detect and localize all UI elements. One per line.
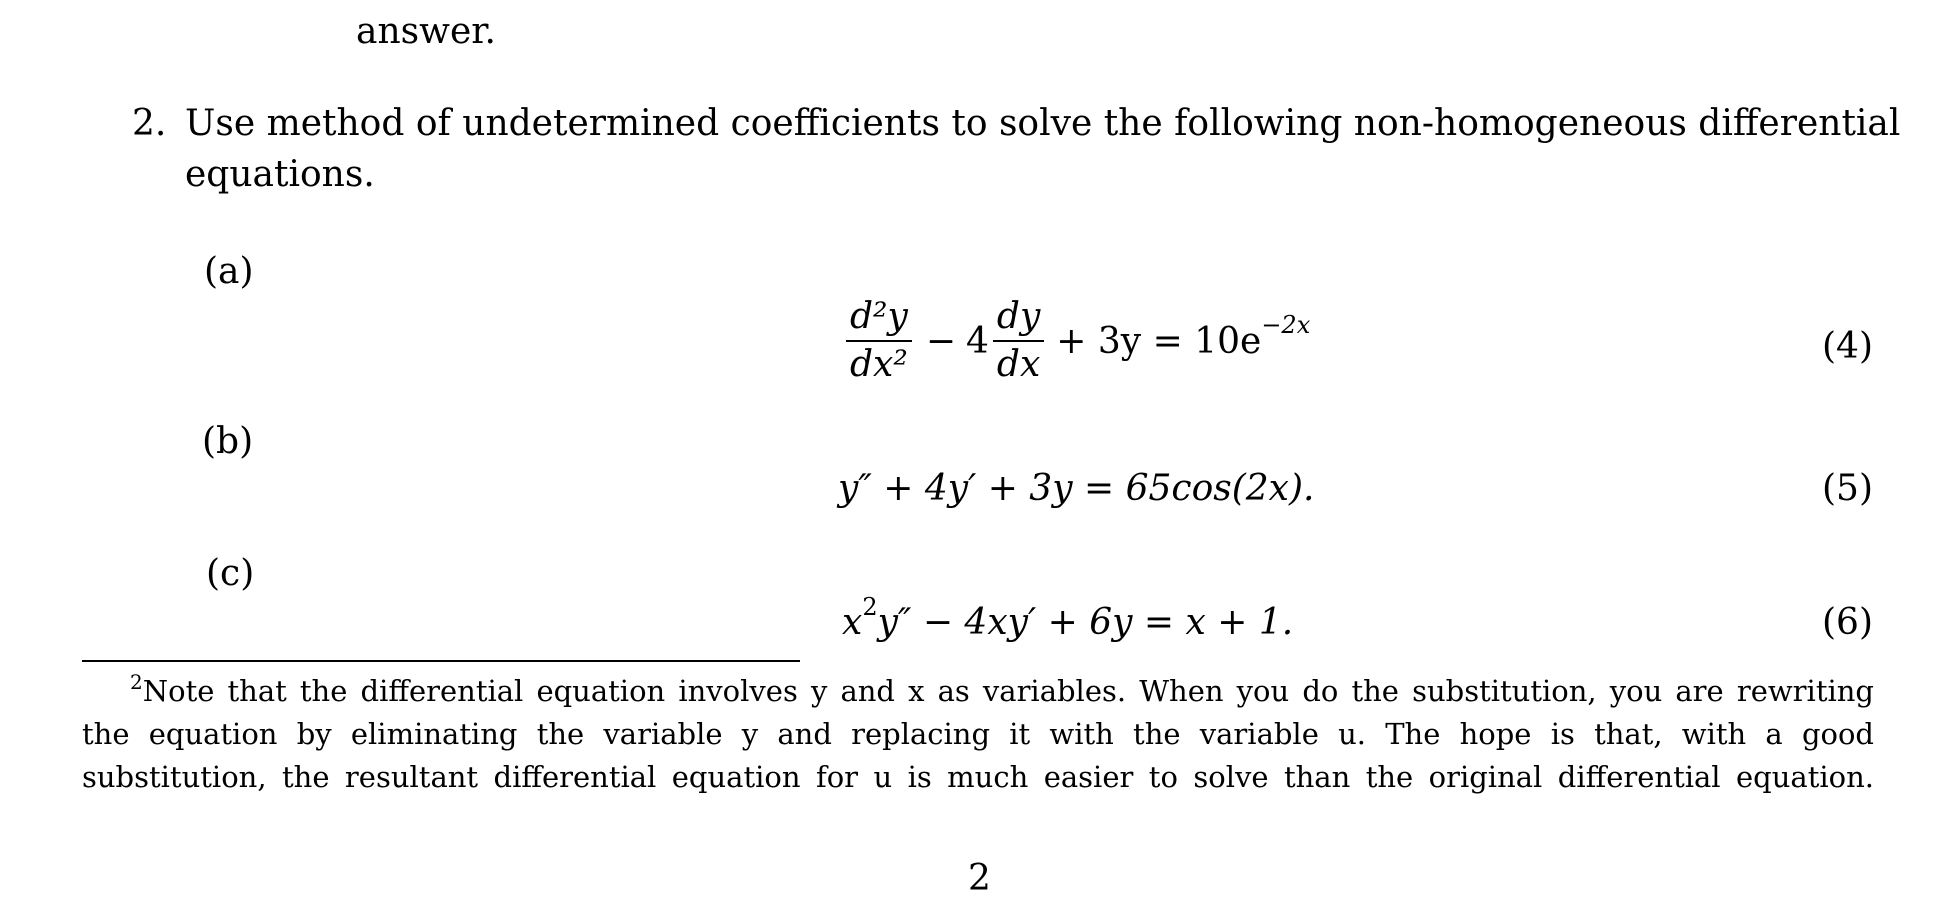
first-derivative-fraction (993, 296, 1044, 386)
part-label-c: (c) (206, 553, 255, 594)
footnote-mark: 2 (130, 670, 143, 694)
problem-text-line1: Use method of undetermined coefficients to solve the following non-homogeneous differential (185, 103, 1901, 144)
fraction-denominator: dx² (850, 344, 908, 385)
problem-text-line2: equations. (185, 154, 375, 195)
part-label-a: (a) (204, 251, 254, 292)
fraction-denominator: dx (996, 344, 1041, 385)
equation-rhs: + 3y = 10e (1056, 320, 1262, 362)
footnote-line2: the equation by eliminating the variable y and replacing it with the variable u. The hope is that, with a good (82, 717, 1874, 751)
equation-number-5: (5) (1822, 468, 1873, 509)
part-label-b: (b) (202, 421, 254, 462)
footnote-line3: substitution, the resultant differential equation for u is much easier to solve than the original differential equation. (82, 760, 1874, 794)
second-derivative-fraction (846, 296, 912, 386)
problem-number: 2. (132, 103, 167, 144)
previous-page-fragment: answer. (356, 11, 496, 52)
equation-b: y″ + 4y′ + 3y = 65cos(2x). (838, 468, 1315, 509)
fraction-numerator: dy (993, 296, 1044, 342)
fraction-numerator: d²y (846, 296, 912, 342)
equation-number-4: (4) (1822, 326, 1873, 367)
equation-base: x (842, 602, 863, 643)
footnote-text-line1: Note that the differential equation involves y and x as variables. When you do the substitution, you are rewriting (142, 674, 1874, 708)
exponent: −2x (1261, 311, 1311, 339)
page-number: 2 (968, 858, 991, 899)
equation-a (842, 296, 1310, 386)
footnote-line1 (130, 670, 1874, 716)
minus-sign: − (925, 320, 956, 362)
equation-number-6: (6) (1822, 602, 1873, 643)
coefficient: 4 (966, 320, 989, 362)
equation-rest: y″ − 4xy′ + 6y = x + 1. (877, 602, 1294, 643)
equation-c (842, 592, 1294, 643)
equation-square: 2 (862, 592, 878, 621)
footnote-rule (82, 660, 800, 662)
